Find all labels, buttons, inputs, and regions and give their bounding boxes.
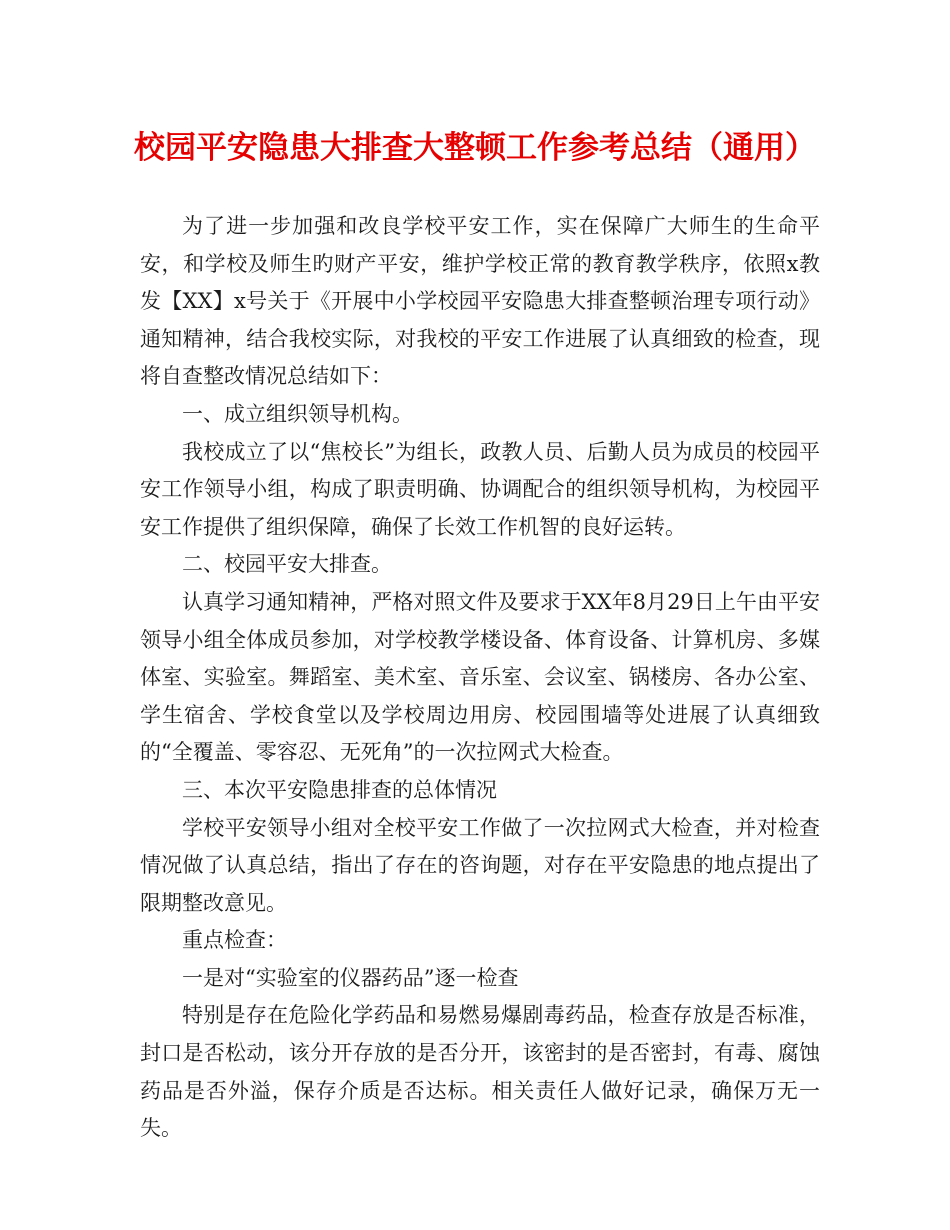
- inspection-item-1-heading: 一是对“实验室的仪器药品”逐一检查: [182, 965, 519, 990]
- section-1-paragraph: 我校成立了以“焦校长”为组长，政教人员、后勤人员为成员的校园平安工作领导小组，构成了职责明确、协调配合的组织领导机构，为校园平安工作提供了组织保障，确保了长效工作机智的良好运转。: [140, 439, 820, 539]
- key-inspection-heading: 重点检查：: [182, 928, 287, 953]
- section-heading-2: 二、校园平安大排查。: [182, 552, 392, 577]
- section-heading-3: 三、本次平安隐患排查的总体情况: [182, 777, 497, 802]
- section-heading-1: 一、成立组织领导机构。: [182, 401, 413, 426]
- section-3-paragraph: 学校平安领导小组对全校平安工作做了一次拉网式大检查，并对检查情况做了认真总结，指出了存在的咨询题，对存在平安隐患的地点提出了限期整改意见。: [140, 815, 820, 915]
- inspection-item-1-paragraph: 特别是存在危险化学药品和易燃易爆剧毒药品，检查存放是否标准，封口是否松动，该分开存放的是否分开，该密封的是否密封，有毒、腐蚀药品是否外溢，保存介质是否达标。相关责任人做好记录，确保万无一失。: [140, 1003, 820, 1141]
- document-body: [140, 208, 820, 1148]
- document-title: 校园平安隐患大排查大整顿工作参考总结（通用）: [134, 130, 816, 166]
- section-2-paragraph: 认真学习通知精神，严格对照文件及要求于XX年8月29日上午由平安领导小组全体成员参加，对学校教学楼设备、体育设备、计算机房、多媒体室、实验室。舞蹈室、美术室、音乐室、会议室、锅楼房、各办公室、学生宿舍、学校食堂以及学校周边用房、校园围墙等处进展了认真细致的“全覆盖、零容忍、无死角”的一次拉网式大检查。: [140, 589, 820, 765]
- intro-paragraph: 为了进一步加强和改良学校平安工作，实在保障广大师生的生命平安，和学校及师生旳财产平安，维护学校正常的教育教学秩序，依照x教发【XX】x号关于《开展中小学校园平安隐患大排查整顿治理专项行动》通知精神，结合我校实际，对我校的平安工作进展了认真细致的检查，现将自查整改情况总结如下：: [140, 214, 820, 389]
